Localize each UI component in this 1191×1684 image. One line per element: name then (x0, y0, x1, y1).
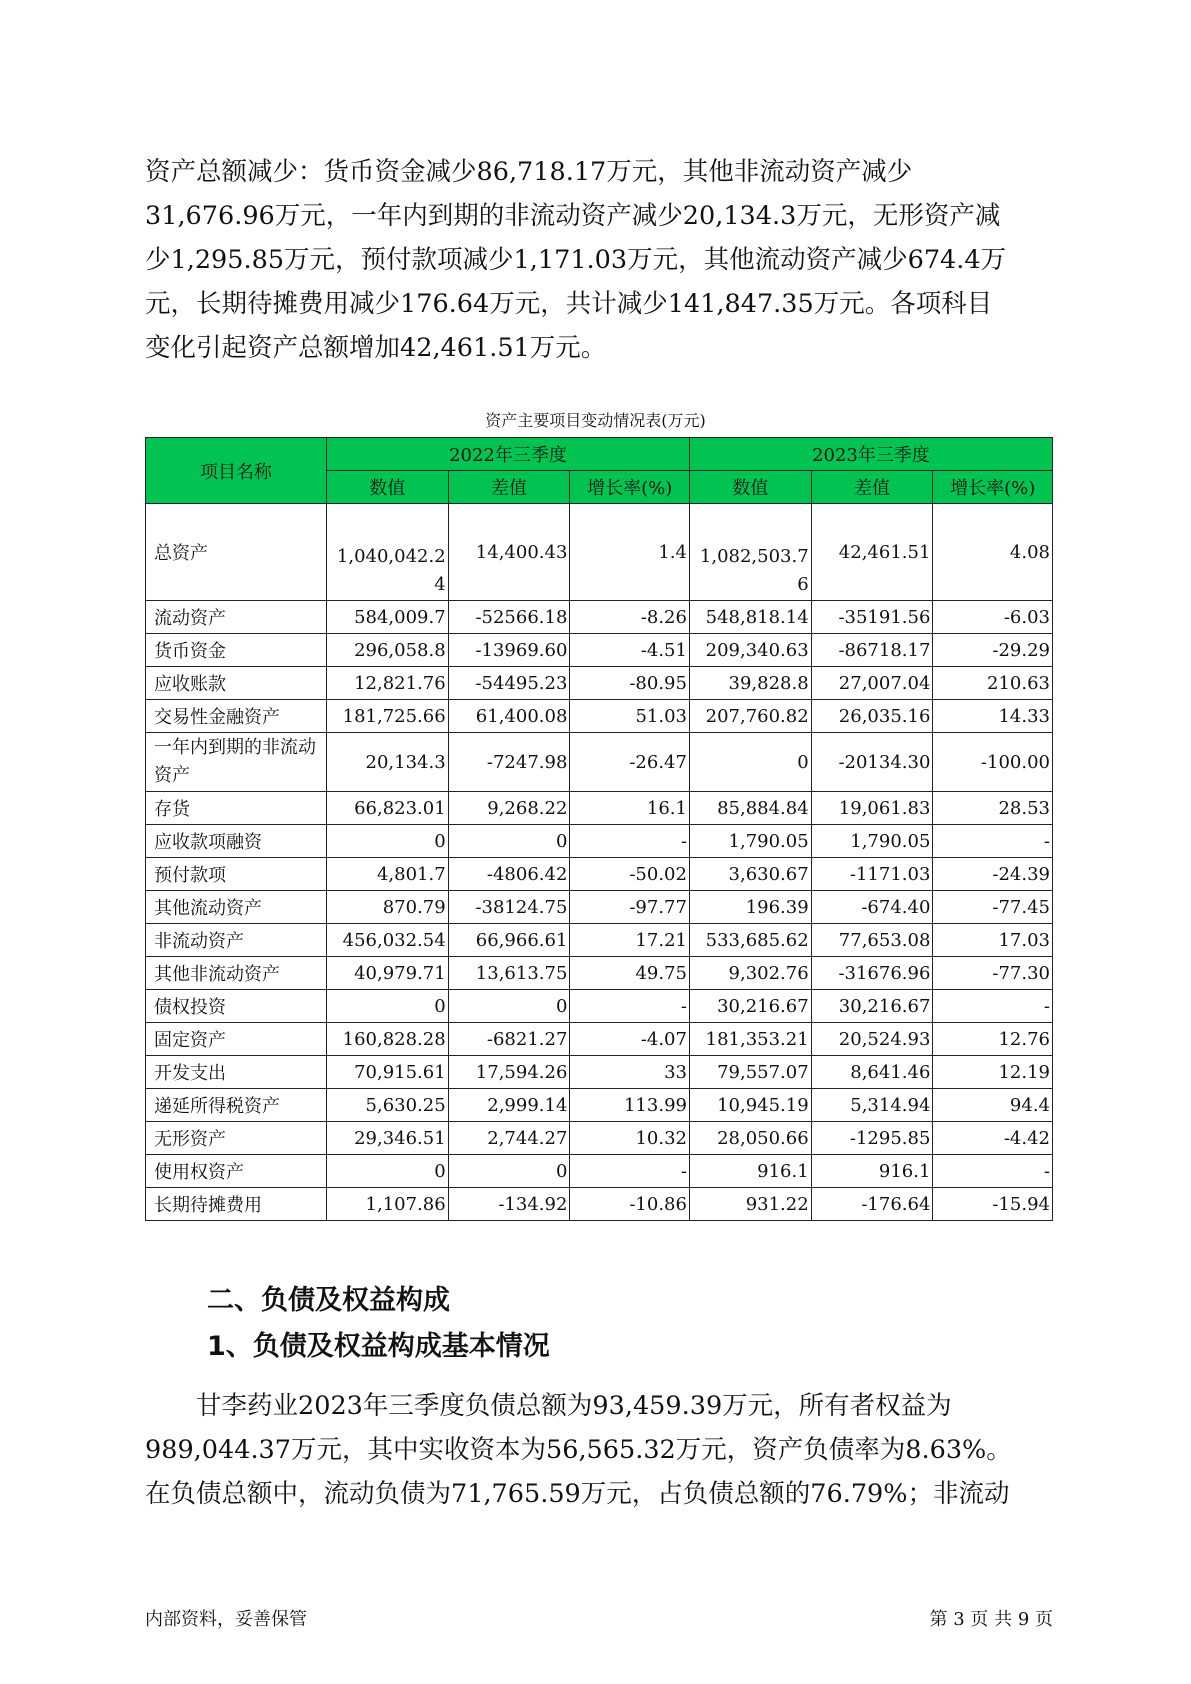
row-label: 其他流动资产 (146, 891, 327, 924)
subsection-title: 1、负债及权益构成基本情况 (207, 1331, 550, 1362)
table-row (146, 825, 1053, 858)
header-period-2022: 2022年三季度 (326, 438, 689, 471)
table-cell: -35191.56 (811, 601, 933, 634)
table-cell: 3,630.67 (689, 858, 811, 891)
table-cell: 4.08 (933, 504, 1053, 601)
table-cell: -1295.85 (811, 1122, 933, 1155)
para-line: 在负债总额中，流动负债为71,765.59万元，占负债总额的76.79%；非流动 (145, 1479, 1010, 1509)
table-cell: 931.22 (689, 1188, 811, 1221)
row-label: 其他非流动资产 (146, 957, 327, 990)
table-cell: -4.51 (570, 634, 690, 667)
header-growth: 增长率(%) (933, 471, 1053, 504)
footer-page-number: 第 3 页 共 9 页 (929, 1609, 1053, 1630)
table-cell: 30,216.67 (689, 990, 811, 1023)
table-cell: -80.95 (570, 667, 690, 700)
table-cell: - (570, 1155, 690, 1188)
table-cell: 19,061.83 (811, 792, 933, 825)
table-row (146, 504, 1053, 601)
table-cell: 2,999.14 (448, 1089, 570, 1122)
table-cell: 1,790.05 (689, 825, 811, 858)
row-label: 流动资产 (146, 601, 327, 634)
table-cell: 70,915.61 (326, 1056, 448, 1089)
table-cell: 0 (689, 733, 811, 792)
table-cell: 66,966.61 (448, 924, 570, 957)
table-row (146, 601, 1053, 634)
table-cell: -54495.23 (448, 667, 570, 700)
table-row (146, 733, 1053, 792)
table-cell: -4806.42 (448, 858, 570, 891)
table-cell: 870.79 (326, 891, 448, 924)
row-label: 债权投资 (146, 990, 327, 1023)
table-cell: 0 (448, 990, 570, 1023)
table-cell: 26,035.16 (811, 700, 933, 733)
table-cell: 13,613.75 (448, 957, 570, 990)
table-cell: -7247.98 (448, 733, 570, 792)
row-label: 非流动资产 (146, 924, 327, 957)
row-label: 总资产 (146, 504, 327, 601)
row-label: 存货 (146, 792, 327, 825)
intro-line: 少1,295.85万元，预付款项减少1,171.03万元，其他流动资产减少674.4万 (145, 245, 1007, 275)
table-cell: - (570, 825, 690, 858)
table-cell: 9,302.76 (689, 957, 811, 990)
intro-line: 资产总额减少：货币资金减少86,718.17万元，其他非流动资产减少 (145, 157, 913, 187)
table-cell: 548,818.14 (689, 601, 811, 634)
table-cell: 4,801.7 (326, 858, 448, 891)
table-cell: 29,346.51 (326, 1122, 448, 1155)
table-cell: -1171.03 (811, 858, 933, 891)
section-title: 二、负债及权益构成 (207, 1285, 450, 1316)
table-cell: -52566.18 (448, 601, 570, 634)
table-cell: 27,007.04 (811, 667, 933, 700)
table-cell: 14,400.43 (448, 504, 570, 601)
table-cell: 1,107.86 (326, 1188, 448, 1221)
table-cell: 1.4 (570, 504, 690, 601)
table-cell: 209,340.63 (689, 634, 811, 667)
table-cell: 160,828.28 (326, 1023, 448, 1056)
intro-line: 元，长期待摊费用减少176.64万元，共计减少141,847.35万元。各项科目 (145, 289, 993, 319)
table-cell: -20134.30 (811, 733, 933, 792)
table-cell: -31676.96 (811, 957, 933, 990)
table-cell: 181,353.21 (689, 1023, 811, 1056)
intro-line: 变化引起资产总额增加42,461.51万元。 (145, 333, 607, 363)
table-cell: 207,760.82 (689, 700, 811, 733)
table-row (146, 700, 1053, 733)
table-cell: 916.1 (689, 1155, 811, 1188)
table-caption: 资产主要项目变动情况表(万元) (485, 411, 706, 430)
header-diff: 差值 (811, 471, 933, 504)
table-cell: - (933, 1155, 1053, 1188)
table-row (146, 924, 1053, 957)
table-row (146, 858, 1053, 891)
table-cell: -15.94 (933, 1188, 1053, 1221)
table-cell: 28.53 (933, 792, 1053, 825)
table-cell: 61,400.08 (448, 700, 570, 733)
table-cell: 49.75 (570, 957, 690, 990)
table-cell: 5,314.94 (811, 1089, 933, 1122)
table-cell: 10,945.19 (689, 1089, 811, 1122)
table-cell: 1,040,042.24 (326, 504, 448, 601)
table-cell: -176.64 (811, 1188, 933, 1221)
table-cell: 14.33 (933, 700, 1053, 733)
table-row (146, 1155, 1053, 1188)
table-cell: 30,216.67 (811, 990, 933, 1023)
table-cell: 2,744.27 (448, 1122, 570, 1155)
table-row (146, 667, 1053, 700)
row-label: 应收账款 (146, 667, 327, 700)
header-period-2023: 2023年三季度 (689, 438, 1052, 471)
table-cell: 196.39 (689, 891, 811, 924)
row-label: 递延所得税资产 (146, 1089, 327, 1122)
table-row (146, 1023, 1053, 1056)
table-cell: 66,823.01 (326, 792, 448, 825)
table-cell: -50.02 (570, 858, 690, 891)
para-line: 甘李药业2023年三季度负债总额为93,459.39万元，所有者权益为 (145, 1391, 952, 1421)
header-growth: 增长率(%) (570, 471, 690, 504)
table-cell: 85,884.84 (689, 792, 811, 825)
table-cell: 0 (448, 1155, 570, 1188)
table-cell: -100.00 (933, 733, 1053, 792)
table-cell: 20,524.93 (811, 1023, 933, 1056)
table-cell: 17,594.26 (448, 1056, 570, 1089)
para-line: 989,044.37万元，其中实收资本为56,565.32万元，资产负债率为8.63%。 (145, 1435, 1012, 1465)
row-label: 无形资产 (146, 1122, 327, 1155)
table-cell: 51.03 (570, 700, 690, 733)
table-cell: 533,685.62 (689, 924, 811, 957)
table-row (146, 1056, 1053, 1089)
table-cell: 77,653.08 (811, 924, 933, 957)
table-row (146, 792, 1053, 825)
liability-paragraph (145, 1384, 1057, 1516)
table-cell: 12,821.76 (326, 667, 448, 700)
row-label: 货币资金 (146, 634, 327, 667)
table-cell: 296,058.8 (326, 634, 448, 667)
table-cell: 16.1 (570, 792, 690, 825)
table-cell: - (933, 990, 1053, 1023)
table-cell: 0 (326, 825, 448, 858)
table-row (146, 634, 1053, 667)
row-label: 固定资产 (146, 1023, 327, 1056)
table-cell: 584,009.7 (326, 601, 448, 634)
table-cell: 916.1 (811, 1155, 933, 1188)
table-row (146, 891, 1053, 924)
header-diff: 差值 (448, 471, 570, 504)
table-cell: 5,630.25 (326, 1089, 448, 1122)
table-cell: - (570, 990, 690, 1023)
table-cell: -38124.75 (448, 891, 570, 924)
table-cell: 42,461.51 (811, 504, 933, 601)
table-cell: 0 (326, 1155, 448, 1188)
row-label: 预付款项 (146, 858, 327, 891)
table-cell: 10.32 (570, 1122, 690, 1155)
table-cell: -8.26 (570, 601, 690, 634)
table-cell: 39,828.8 (689, 667, 811, 700)
table-row (146, 957, 1053, 990)
table-cell: -674.40 (811, 891, 933, 924)
table-cell: 1,082,503.76 (689, 504, 811, 601)
table-cell: 0 (448, 825, 570, 858)
footer-confidential-note: 内部资料，妥善保管 (145, 1609, 307, 1630)
table-cell: -6.03 (933, 601, 1053, 634)
table-cell: -6821.27 (448, 1023, 570, 1056)
table-cell: 20,134.3 (326, 733, 448, 792)
header-value: 数值 (689, 471, 811, 504)
table-row (146, 1122, 1053, 1155)
row-label: 一年内到期的非流动资产 (146, 733, 327, 792)
table-cell: 113.99 (570, 1089, 690, 1122)
table-cell: 40,979.71 (326, 957, 448, 990)
table-cell: 1,790.05 (811, 825, 933, 858)
table-cell: -13969.60 (448, 634, 570, 667)
row-label: 开发支出 (146, 1056, 327, 1089)
table-cell: 28,050.66 (689, 1122, 811, 1155)
table-cell: -29.29 (933, 634, 1053, 667)
table-cell: -86718.17 (811, 634, 933, 667)
table-cell: -97.77 (570, 891, 690, 924)
table-cell: 0 (326, 990, 448, 1023)
header-value: 数值 (326, 471, 448, 504)
table-cell: -4.07 (570, 1023, 690, 1056)
table-cell: -77.30 (933, 957, 1053, 990)
table-cell: 17.21 (570, 924, 690, 957)
table-cell: 12.19 (933, 1056, 1053, 1089)
table-cell: - (933, 825, 1053, 858)
table-row (146, 1089, 1053, 1122)
table-cell: -134.92 (448, 1188, 570, 1221)
table-cell: 456,032.54 (326, 924, 448, 957)
table-cell: 12.76 (933, 1023, 1053, 1056)
row-label: 使用权资产 (146, 1155, 327, 1188)
row-label: 应收款项融资 (146, 825, 327, 858)
table-cell: -24.39 (933, 858, 1053, 891)
table-cell: -26.47 (570, 733, 690, 792)
table-row (146, 1188, 1053, 1221)
table-cell: 94.4 (933, 1089, 1053, 1122)
table-cell: -4.42 (933, 1122, 1053, 1155)
table-cell: 210.63 (933, 667, 1053, 700)
row-label: 交易性金融资产 (146, 700, 327, 733)
table-row (146, 990, 1053, 1023)
table-cell: 181,725.66 (326, 700, 448, 733)
table-cell: 17.03 (933, 924, 1053, 957)
table-cell: 79,557.07 (689, 1056, 811, 1089)
table-cell: -77.45 (933, 891, 1053, 924)
row-label: 长期待摊费用 (146, 1188, 327, 1221)
table-cell: -10.86 (570, 1188, 690, 1221)
table-cell: 9,268.22 (448, 792, 570, 825)
table-cell: 8,641.46 (811, 1056, 933, 1089)
intro-line: 31,676.96万元，一年内到期的非流动资产减少20,134.3万元，无形资产减 (145, 201, 1001, 231)
intro-paragraph (145, 150, 1057, 370)
asset-change-table (145, 437, 1053, 1221)
table-cell: 33 (570, 1056, 690, 1089)
header-item-name: 项目名称 (146, 438, 327, 504)
